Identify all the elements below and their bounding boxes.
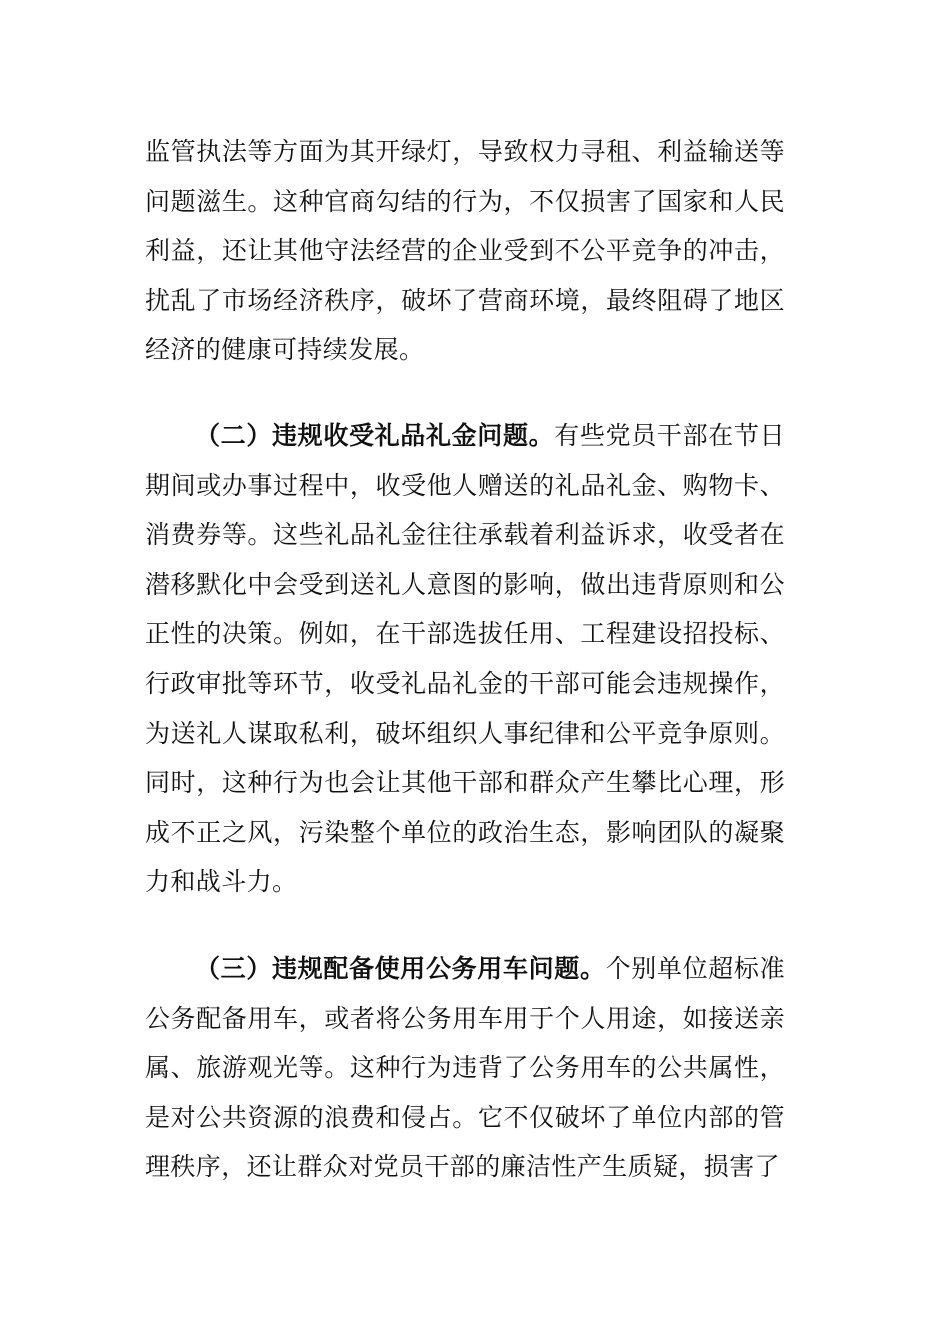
section-heading-gifts: （二）违规收受礼品礼金问题。 (195, 421, 555, 450)
paragraph-body: 监管执法等方面为其开绿灯，导致权力寻租、利益输送等问题滋生。这种官商勾结的行为，不仅损害了国家和人民利益，还让其他守法经营的企业受到不公平竞争的冲击，扰乱了市场经济秩序，破坏了营商环境，最终阻碍了地区经济的健康可持续发展。 (145, 137, 785, 365)
paragraph-official-business-collusion (145, 127, 785, 375)
paragraph-body: 个别单位超标准公务配备用车，或者将公务用车用于个人用途，如接送亲属、旅游观光等。这种行为违背了公务用车的公共属性，是对公共资源的浪费和侵占。它不仅破坏了单位内部的管理秩序，还让群众对党员干部的廉洁性产生质疑，损害了 (145, 954, 785, 1182)
section-heading-vehicles: （三）违规配备使用公务用车问题。 (195, 954, 606, 983)
paragraph-gifts-and-money (145, 411, 785, 907)
paragraph-official-vehicles (145, 944, 785, 1192)
paragraph-body: 有些党员干部在节日期间或办事过程中，收受他人赠送的礼品礼金、购物卡、消费券等。这些礼品礼金往往承载着利益诉求，收受者在潜移默化中会受到送礼人意图的影响，做出违背原则和公正性的决策。例如，在干部选拔任用、工程建设招投标、行政审批等环节，收受礼品礼金的干部可能会违规操作，为送礼人谋取私利，破坏组织人事纪律和公平竞争原则。同时，这种行为也会让其他干部和群众产生攀比心理，形成不正之风，污染整个单位的政治生态，影响团队的凝聚力和战斗力。 (145, 421, 785, 897)
